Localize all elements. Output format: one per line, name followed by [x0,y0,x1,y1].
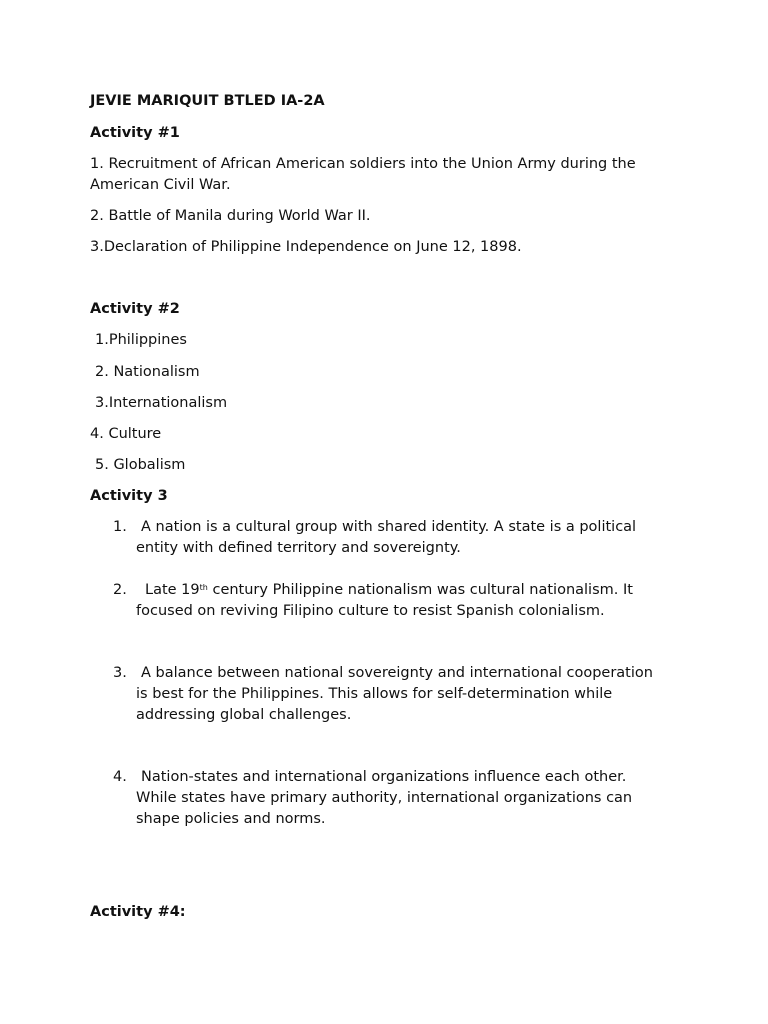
activity-4-title: Activity #4: [90,904,186,920]
list-text-line-1 [145,580,683,601]
list-text-line-2: entity with defined territory and sovereignty. [136,540,461,556]
activity-1-item-2: 2. Battle of Manila during World War II. [90,208,371,224]
activity-3-item-3 [113,663,683,726]
activity-2-item-1: 1.Philippines [95,332,187,348]
list-number: 1. [113,519,127,535]
list-number: 4. [113,769,127,785]
activity-3-item-1 [113,517,683,559]
list-text-pre: Late 19 [145,582,200,598]
activity-3-item-4 [113,767,683,830]
author-line: JEVIE MARIQUIT BTLED IA-2A [90,93,325,109]
list-text-post: century Philippine nationalism was cultural nationalism. It [207,582,633,598]
list-text-line-2: While states have primary authority, international organizations can [136,790,633,806]
activity-3-item-2 [113,580,683,622]
superscript-th: th [199,583,208,592]
activity-2-item-3: 3.Internationalism [95,395,228,411]
activity-2-title: Activity #2 [90,301,180,317]
activity-2-item-5: 5. Globalism [95,457,186,473]
list-number: 2. [113,582,127,598]
list-text-line-2: is best for the Philippines. This allows for self-determination while [136,686,613,702]
list-text-line-3: addressing global challenges. [136,707,352,723]
list-text-line-3: shape policies and norms. [136,811,326,827]
activity-1-title: Activity #1 [90,125,180,141]
list-text-line-1: Nation-states and international organizations influence each other. [141,769,627,785]
activity-1-item-3: 3.Declaration of Philippine Independence on June 12, 1898. [90,239,522,255]
activity-2-item-2: 2. Nationalism [95,364,200,380]
activity-2-item-4: 4. Culture [90,426,162,442]
list-text-line-2: focused on reviving Filipino culture to resist Spanish colonialism. [136,603,605,619]
list-text-line-1: A nation is a cultural group with shared identity. A state is a political [141,519,637,535]
activity-1-item-1-line-2: American Civil War. [90,177,231,193]
activity-3-title: Activity 3 [90,488,168,504]
list-text-line-1: A balance between national sovereignty and international cooperation [141,665,653,681]
list-number: 3. [113,665,127,681]
activity-1-item-1-line-1: 1. Recruitment of African American soldiers into the Union Army during the [90,156,636,172]
